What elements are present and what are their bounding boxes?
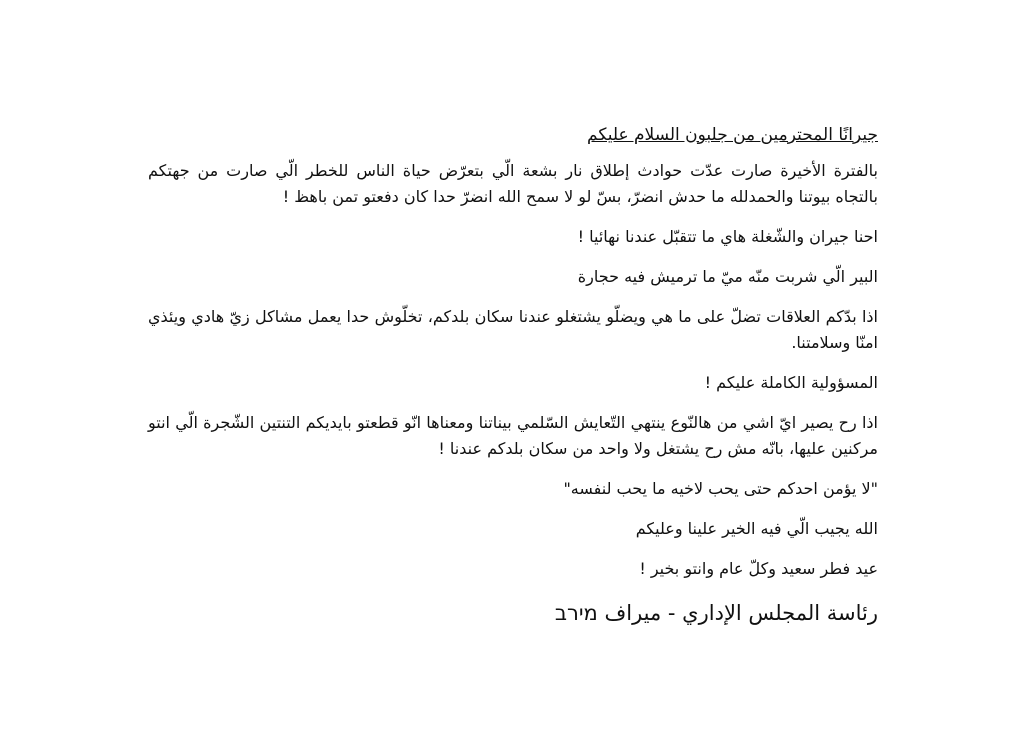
letter-body xyxy=(148,122,878,628)
paragraph-proverb-well: البير الّي شربت منّه ميّ ما ترميش فيه حجارة xyxy=(577,267,878,286)
paragraph-eid-greeting: عيد فطر سعيد وكلّ عام وانتو بخير ! xyxy=(639,559,878,578)
paragraph-hadith-quote: "لا يؤمن احدكم حتى يحب لاخيه ما يحب لنفسه" xyxy=(563,479,878,498)
paragraph-relations: اذا بدّكم العلاقات تضلّ على ما هي ويضلّو يشتغلو عندنا سكان بلدكم، تخلّوش حدا يعمل مشاكل زيّ هادي ويئذي امنّا وسلامتنا. xyxy=(148,307,878,352)
paragraph-neighbors: احنا جيران والشّغلة هاي ما تتقبّل عندنا نهائيا ! xyxy=(577,227,878,246)
paragraph-incidents: بالفترة الأخيرة صارت عدّت حوادث إطلاق نار بشعة الّي بتعرّض حياة الناس للخطر الّي صارت من جهتكم بالتجاه بيوتنا والحمدلله ما حدش انضرّ، بسّ لو لا سمح الله انضرّ حدا كان دفعتو تمن باهظ ! xyxy=(148,161,878,206)
paragraph-blessing: الله يجيب الّي فيه الخير علينا وعليكم xyxy=(635,519,878,538)
paragraph-responsibility: المسؤولية الكاملة عليكم ! xyxy=(704,373,878,392)
letter-greeting: جيرانًا المحترمين من جلبون السلام عليكم xyxy=(587,125,878,145)
letter-signature: رئاسة المجلس الإداري - ميراف מירב xyxy=(554,601,878,625)
paragraph-consequence: اذا رح يصير ايّ اشي من هالنّوع ينتهي التّعايش السّلمي بيناتنا ومعناها انّو قطعتو بايديكم التنتين الشّجرة الّي انتو مركنين عليها، بانّه مش رح يشتغل ولا واحد من سكان بلدكم عندنا ! xyxy=(148,413,878,458)
